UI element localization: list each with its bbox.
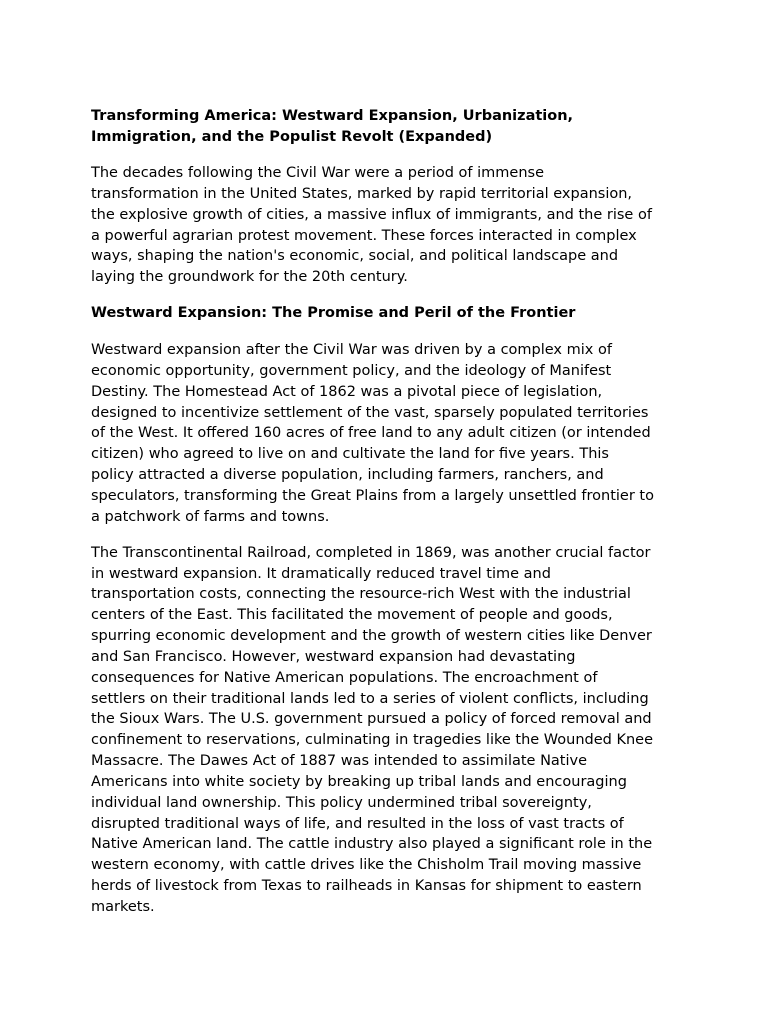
paragraph-line: centers of the East. This facilitated the movement of people and goods, (91, 607, 613, 624)
paragraph-line: spurring economic development and the growth of western cities like Denver (91, 628, 652, 645)
document-title (91, 106, 691, 148)
intro-paragraph (91, 163, 691, 288)
paragraph-line: consequences for Native American populations. The encroachment of (91, 669, 598, 686)
paragraph-line: Westward expansion after the Civil War was driven by a complex mix of (91, 342, 612, 359)
paragraph-line: policy attracted a diverse population, including farmers, ranchers, and (91, 467, 604, 484)
paragraph-line: transportation costs, connecting the resource-rich West with the industrial (91, 586, 631, 603)
paragraph-line: confinement to reservations, culminating in tragedies like the Wounded Knee (91, 732, 654, 749)
paragraph-line: markets. (91, 899, 155, 915)
paragraph-line: speculators, transforming the Great Plains from a largely unsettled frontier to (91, 487, 654, 504)
paragraph-line: The Transcontinental Railroad, completed in 1869, was another crucial factor (91, 544, 651, 561)
paragraph-line: designed to incentivize settlement of the vast, sparsely populated territories (91, 404, 649, 421)
paragraph-line: in westward expansion. It dramatically reduced travel time and (91, 565, 551, 582)
paragraph-line: a powerful agrarian protest movement. These forces interacted in complex (91, 227, 637, 244)
paragraph-line: ways, shaping the nation's economic, social, and political landscape and (91, 248, 619, 265)
paragraph-line: citizen) who agreed to live on and cultivate the land for five years. This (91, 446, 609, 463)
paragraph-line: economic opportunity, government policy, and the ideology of Manifest (91, 362, 612, 379)
paragraph-line: settlers on their traditional lands led to a series of violent conflicts, including (91, 690, 649, 707)
paragraph-line: laying the groundwork for the 20th century. (91, 269, 408, 286)
document-page (91, 106, 691, 933)
paragraph-line: disrupted traditional ways of life, and resulted in the loss of vast tracts of (91, 815, 624, 832)
title-line: Immigration, and the Populist Revolt (Expanded) (91, 129, 493, 145)
paragraph-line: The decades following the Civil War were a period of immense (91, 165, 545, 181)
paragraph-line: a patchwork of farms and towns. (91, 508, 330, 525)
paragraph-line: individual land ownership. This policy undermined tribal sovereignty, (91, 794, 592, 811)
paragraph-line: the explosive growth of cities, a massive influx of immigrants, and the rise of (91, 206, 652, 223)
paragraph-line: of the West. It offered 160 acres of free land to any adult citizen (or intended (91, 425, 651, 442)
paragraph-line: Massacre. The Dawes Act of 1887 was intended to assimilate Native (91, 753, 588, 770)
paragraph-line: Americans into white society by breaking up tribal lands and encouraging (91, 773, 627, 790)
body-paragraph-2 (91, 543, 691, 918)
paragraph-line: western economy, with cattle drives like the Chisholm Trail moving massive (91, 857, 642, 874)
paragraph-line: Native American land. The cattle industry also played a significant role in the (91, 836, 653, 853)
body-paragraph-1 (91, 340, 691, 528)
paragraph-line: and San Francisco. However, westward expansion had devastating (91, 648, 576, 665)
section-heading: Westward Expansion: The Promise and Peril of the Frontier (91, 305, 576, 322)
paragraph-line: Destiny. The Homestead Act of 1862 was a pivotal piece of legislation, (91, 383, 603, 400)
title-line: Transforming America: Westward Expansion, Urbanization, (91, 108, 574, 124)
paragraph-line: the Sioux Wars. The U.S. government pursued a policy of forced removal and (91, 711, 652, 728)
paragraph-line: transformation in the United States, marked by rapid territorial expansion, (91, 185, 633, 202)
paragraph-line: herds of livestock from Texas to railheads in Kansas for shipment to eastern (91, 878, 642, 895)
